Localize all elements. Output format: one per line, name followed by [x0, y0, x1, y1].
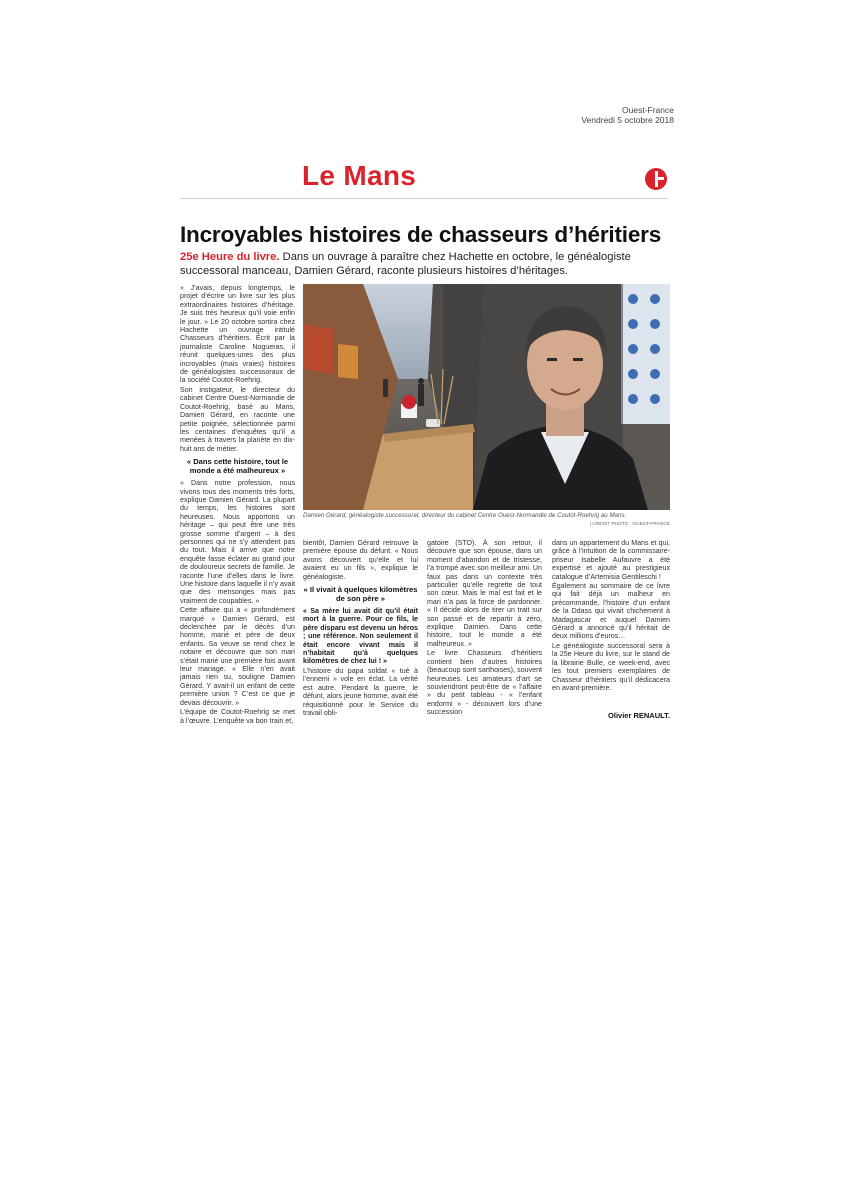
- paragraph: « Dans notre profession, nous vivons tous des moments très forts, explique Damien Gérard. La plupart du temps, les histoires sont heureuses. Nous apportons un héritage – qui peut être une très grosse somme d’argent – à des personnes qui ne s’y attendent pas du tout. Mais il arrive que notre enquête fasse éclater au grand jour de douloureux secrets de famille. Je raconte l’une d’elles dans le livre. Une histoire dans laquelle il n’y avait que des mensonges mais pas vraiment de coupables. »: [180, 479, 295, 605]
- paragraph: « J’avais, depuis longtemps, le projet d’écrire un livre sur les plus extraordinaires histoires d’héritage. Je suis très heureux qu’il voie enfin le jour. » Le 20 octobre sortira chez Hachette un ouvrage intitulé Chasseurs d’héritiers. Écrit par la journaliste Caroline Nogueras, il réunit quelques-unes des plus incroyables (mais vraies) histoires de généalogistes successoraux de la société Coutot-Roehrig.: [180, 284, 295, 385]
- paragraph: bientôt, Damien Gérard retrouve la première épouse du défunt. « Nous avons découvert qu’elle et lui avaient eu un fils », explique le généalogiste.: [303, 539, 418, 581]
- publication-name: Ouest-France: [622, 105, 674, 115]
- article-photo: [303, 284, 670, 510]
- portrait-photo-illustration: [303, 284, 670, 510]
- paragraph: Le livre Chasseurs d’héritiers contient bien d’autres histoires (beaucoup sont sarthoises), souvent heureuses. Les amateurs d’art se souviendront peut-être de « l’affaire » du petit tableau - « l’enfant endormi » - découvert lors d’une succession: [427, 649, 542, 717]
- article-column-3: [427, 539, 542, 717]
- paragraph: dans un appartement du Mans et qui, grâce à l’intuition de la commissaire-priseur Isabelle Aufauvre a été expertisé et ajouté au prestigieux catalogue d’Artemisia Gentileschi !: [552, 539, 670, 581]
- article-lead: [180, 250, 650, 278]
- paragraph: gatoire (STO). À son retour, il découvre que son épouse, dans un moment d’abandon et de tristesse, l’a trompé avec son meilleur ami. Un faux pas dans un contexte très particulier qu’elle regrette de tout son cœur. Mais le mal est fait et le mari n’a pas la force de pardonner. « Il décide alors de tirer un trait sur son passé et de repartir à zéro, explique Damien. Dans cette histoire, tout le monde a été malheureux. »: [427, 539, 542, 648]
- intertitle: « Il vivait à quelques kilomètres de son père »: [303, 585, 418, 604]
- paragraph: L’histoire du papa soldat « tué à l’ennemi » vole en éclat. La vérité est autre. Pendant la guerre, le défunt, alors jeune homme, avait été réquisitionné pour le Service du travail obli-: [303, 666, 418, 717]
- lead-text: Dans un ouvrage à paraître chez Hachette en octobre, le généalogiste successoral manceau, Damien Gérard, raconte plusieurs histoires d’héritages.: [180, 251, 631, 277]
- paragraph: Son instigateur, le directeur du cabinet Centre Ouest-Normandie de Coutot-Roehrig, basé au Mans, Damien Gérard, en raconte une petite poignée, sélectionnée parmi les centaines d’enquêtes qu’il a menées à travers la planète en dix-huit ans de métier.: [180, 385, 295, 453]
- article-headline: Incroyables histoires de chasseurs d’héritiers: [180, 222, 662, 247]
- article-column-2: [303, 539, 418, 717]
- intertitle: « Dans cette histoire, tout le monde a été malheureux »: [186, 457, 289, 476]
- paragraph: L’équipe de Coutot-Roehrig se met à l’œuvre. L’enquête va bon train et,: [180, 708, 295, 725]
- paragraph: Cette affaire qui a « profondément marqué » Damien Gérard, est déclenchée par le décès d’un homme, marié et père de deux enfants. Sa veuve se rend chez le notaire et découvre que son mari s’était marié une première fois avant leur mariage. « Elle n’en avait jamais rien su, souligne Damien Gérard. Y avait-il un enfant de cette première union ? C’est ce que je devais découvrir. »: [180, 606, 295, 707]
- article-column-4: [552, 539, 670, 692]
- photo-caption: Damien Gérard, généalogiste successoral, directeur du cabinet Centre Ouest-Normandie de Coutot-Roehrig au Mans.: [303, 512, 627, 519]
- publication-date: Vendredi 5 octobre 2018: [581, 115, 674, 125]
- publication-header: [560, 105, 674, 125]
- lead-kicker: 25e Heure du livre.: [180, 251, 280, 263]
- author-signature: Olivier RENAULT.: [608, 711, 670, 720]
- photo-credit: | CRÉDIT PHOTO : OUEST-FRANCE: [589, 522, 670, 527]
- paragraph: « Sa mère lui avait dit qu’il était mort à la guerre. Pour ce fils, le père disparu est devenu un héros ; une référence. Non seulement il était encore vivant mais il n’habitait qu’à quelques kilomètres de chez lui ! »: [303, 607, 418, 666]
- paragraph: Également au sommaire de ce livre qui fait déjà un malheur en précommande, l’histoire d’un enfant de la Ddass qui vivait chichement à Madagascar et auquel Damien Gérard a annoncé qu’il héritait de deux millions d’euros…: [552, 582, 670, 641]
- paragraph: Le généalogiste successoral sera à la 25e Heure du livre, sur le stand de la librairie Bulle, ce week-end, avec les tout premiers exemplaires de Chasseur d’héritiers qu’il dédicacera en avant-première.: [552, 641, 670, 692]
- ouest-france-logo-icon: [645, 168, 667, 190]
- article-column-1: [180, 284, 295, 725]
- section-title: Le Mans: [302, 160, 417, 191]
- section-divider: [180, 198, 668, 199]
